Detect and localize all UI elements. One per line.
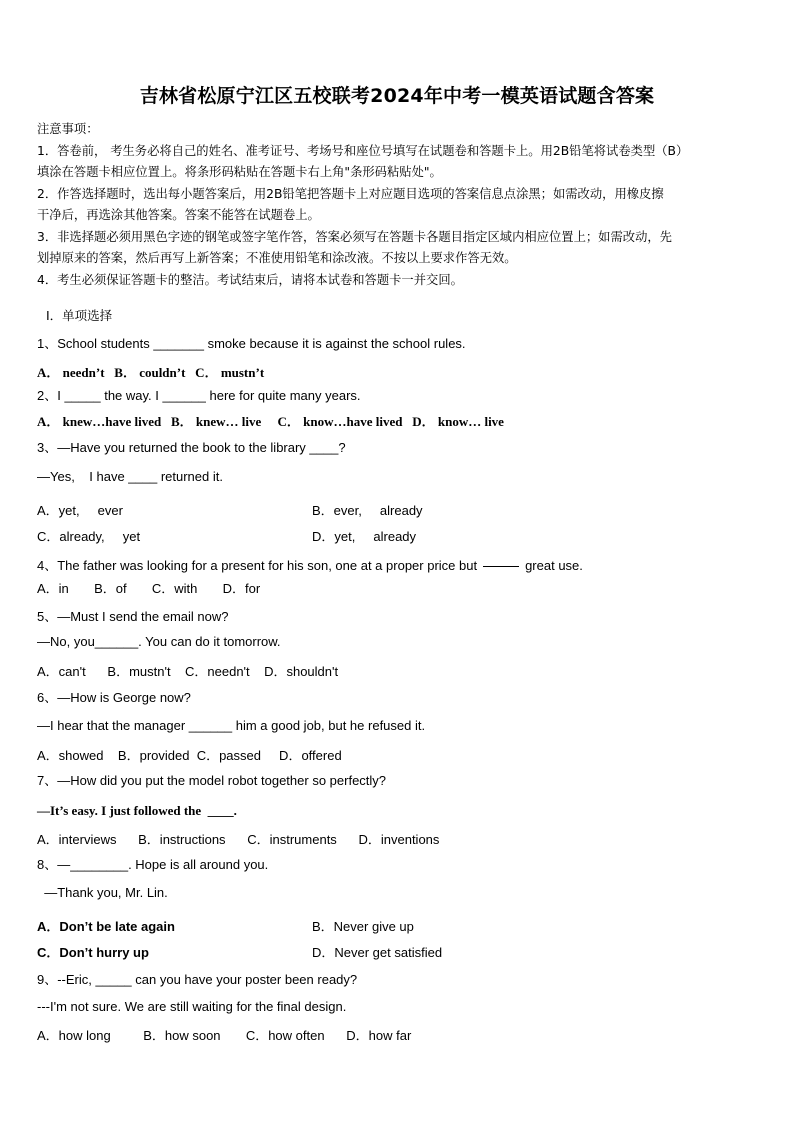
question-stem: 3、—Have you returned the book to the library ____? — [37, 440, 346, 455]
option-a: A．yet, ever — [37, 503, 123, 518]
notes-line: 4．考生必须保证答题卡的整洁。考试结束后，请将本试卷和答题卡一并交回。 — [37, 272, 463, 287]
option-a: A．Don’t be late again — [37, 919, 175, 934]
question-stem: 7、—How did you put the model robot together so perfectly? — [37, 773, 387, 788]
question-stem: 5、—Must I send the email now? — [37, 609, 229, 624]
question-stem-reply: —I hear that the manager ______ him a good job, but he refused it. — [37, 718, 426, 733]
option-b: B．ever, already — [312, 503, 423, 518]
option-d: D．yet, already — [312, 529, 417, 544]
section-title: Ⅰ．单项选择 — [46, 308, 113, 323]
question-options: A． needn’t B． couldn’t C． mustn’t — [37, 365, 265, 380]
question-stem: 9、--Eric, _____ can you have your poster been ready? — [37, 972, 358, 987]
notes-line: 1．答卷前， 考生务必将自己的姓名、准考证号、考场号和座位号填写在试题卷和答题卡上。用2B铅笔将试卷类型（B） — [37, 143, 689, 158]
question-stem-reply: ---I'm not sure. We are still waiting for the final design. — [37, 999, 347, 1014]
option-b: B．Never give up — [312, 919, 414, 934]
question-options: A．showed B．provided C．passed D．offered — [37, 748, 342, 763]
question-stem-reply: —Thank you, Mr. Lin. — [37, 885, 168, 900]
question-stem — [37, 555, 583, 574]
question-stem-reply: —Yes, I have ____ returned it. — [37, 469, 223, 484]
option-c: C．already, yet — [37, 529, 141, 544]
question-stem-reply: —It’s easy. I just followed the ____. — [37, 803, 237, 818]
question-stem-part: great use. — [525, 558, 583, 573]
question-options: A．interviews B．instructions C．instruments D．inventions — [37, 832, 440, 847]
question-options: A．in B．of C．with D．for — [37, 581, 261, 596]
notes-block — [37, 119, 759, 291]
notes-heading: 注意事项： — [37, 122, 99, 136]
question-stem-reply: —No, you______. You can do it tomorrow. — [37, 634, 281, 649]
question-stem: 2、I _____ the way. I ______ here for quite many years. — [37, 388, 361, 403]
notes-line: 3．非选择题必须用黑色字迹的钢笔或签字笔作答，答案必须写在答题卡各题目指定区域内相应位置上；如需改动，先 — [37, 229, 672, 244]
notes-line: 干净后，再选涂其他答案。答案不能答在试题卷上。 — [37, 208, 320, 222]
notes-line: 2．作答选择题时，选出每小题答案后，用2B铅笔把答题卡上对应题目选项的答案信息点涂黑；如需改动，用橡皮擦 — [37, 186, 664, 201]
answer-blank-line — [483, 566, 519, 567]
question-stem: 1、School students _______ smoke because it is against the school rules. — [37, 336, 466, 351]
option-d: D．Never get satisfied — [312, 945, 443, 960]
option-c: C．Don’t hurry up — [37, 945, 149, 960]
question-options: A．can't B．mustn't C．needn't D．shouldn't — [37, 664, 339, 679]
question-stem: 6、—How is George now? — [37, 690, 191, 705]
question-options: A．how long B．how soon C．how often D．how far — [37, 1028, 412, 1043]
question-stem: 8、—________. Hope is all around you. — [37, 857, 269, 872]
question-stem-part: 4、The father was looking for a present for his son, one at a proper price but — [37, 558, 478, 573]
notes-line: 划掉原来的答案，然后再写上新答案；不准使用铅笔和涂改液。不按以上要求作答无效。 — [37, 251, 517, 265]
page-title: 吉林省松原宁江区五校联考2024年中考一模英语试题含答案 — [139, 85, 655, 107]
question-options: A． knew…have lived B． knew… live C． know…have lived D． know… live — [37, 414, 504, 429]
notes-line: 填涂在答题卡相应位置上。将条形码粘贴在答题卡右上角"条形码粘贴处"。 — [37, 165, 442, 179]
